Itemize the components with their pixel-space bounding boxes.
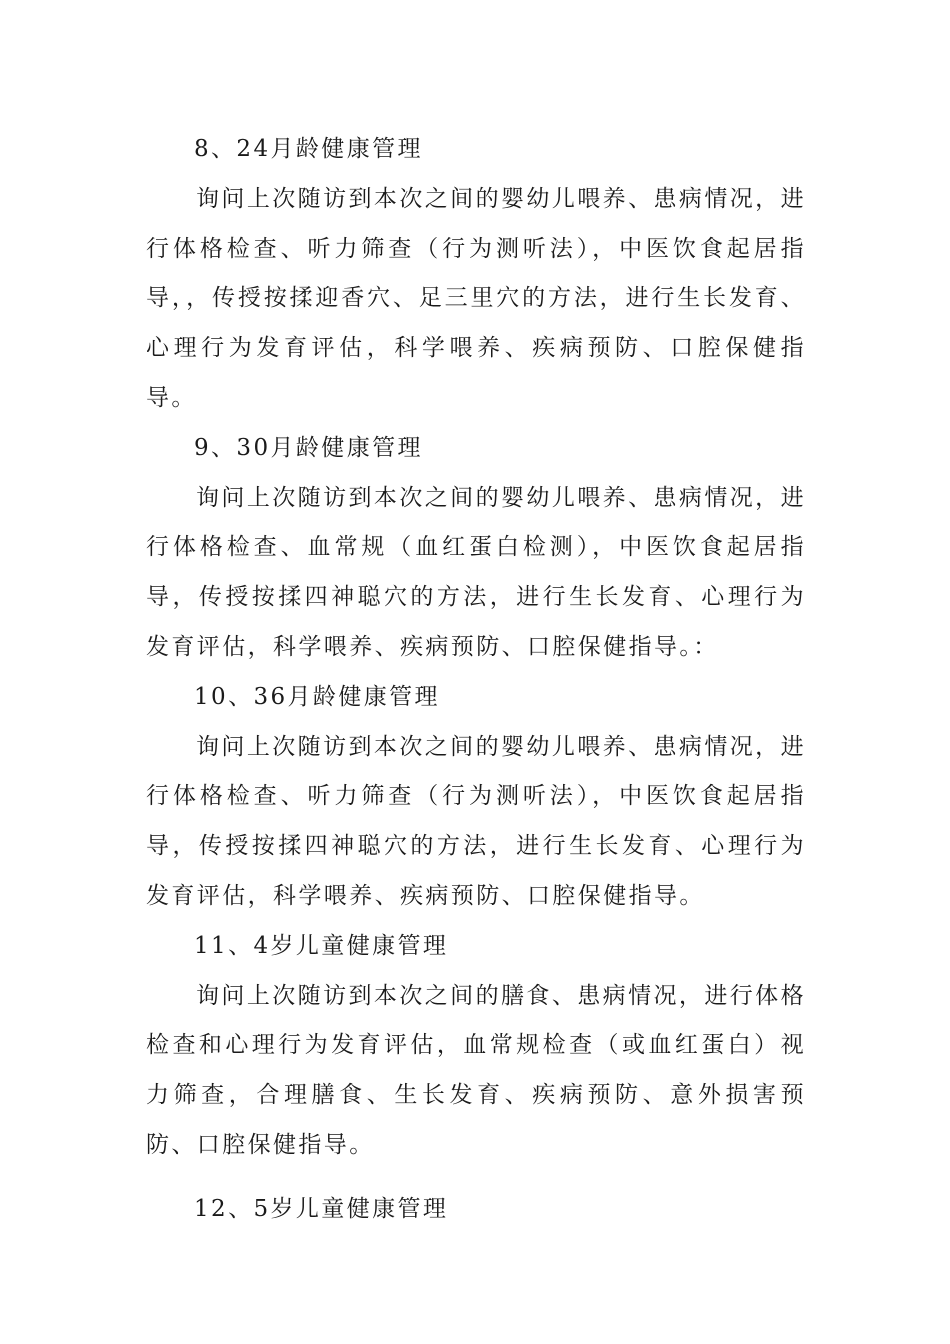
section-body-10: 询问上次随访到本次之间的婴幼儿喂养、患病情况，进行体格检查、听力筛查（行为测听法），中医饮食起居指导，传授按揉四神聪穴的方法，进行生长发育、心理行为发育评估，科学喂养、疾病预防、口腔保健指导。 — [146, 733, 806, 909]
section-heading-12: 12、5岁儿童健康管理 — [194, 1195, 449, 1222]
section-heading-11: 11、4岁儿童健康管理 — [194, 932, 449, 959]
section-heading-10: 10、36月龄健康管理 — [194, 683, 440, 710]
document-body — [146, 125, 806, 1235]
section-body-8: 询问上次随访到本次之间的婴幼儿喂养、患病情况，进行体格检查、听力筛查（行为测听法），中医饮食起居指导，，传授按揉迎香穴、足三里穴的方法，进行生长发育、心理行为发育评估，科学喂养、疾病预防、口腔保健指导。 — [146, 185, 806, 411]
section-body-11: 询问上次随访到本次之间的膳食、患病情况，进行体格检查和心理行为发育评估，血常规检查（或血红蛋白）视力筛查，合理膳食、生长发育、疾病预防、意外损害预防、口腔保健指导。 — [146, 982, 806, 1158]
section-body-9: 询问上次随访到本次之间的婴幼儿喂养、患病情况，进行体格检查、血常规（血红蛋白检测），中医饮食起居指导，传授按揉四神聪穴的方法，进行生长发育、心理行为发育评估，科学喂养、疾病预防、口腔保健指导。： — [146, 484, 806, 660]
section-heading-9: 9、30月龄健康管理 — [194, 434, 423, 461]
section-heading-8: 8、24月龄健康管理 — [194, 136, 423, 162]
